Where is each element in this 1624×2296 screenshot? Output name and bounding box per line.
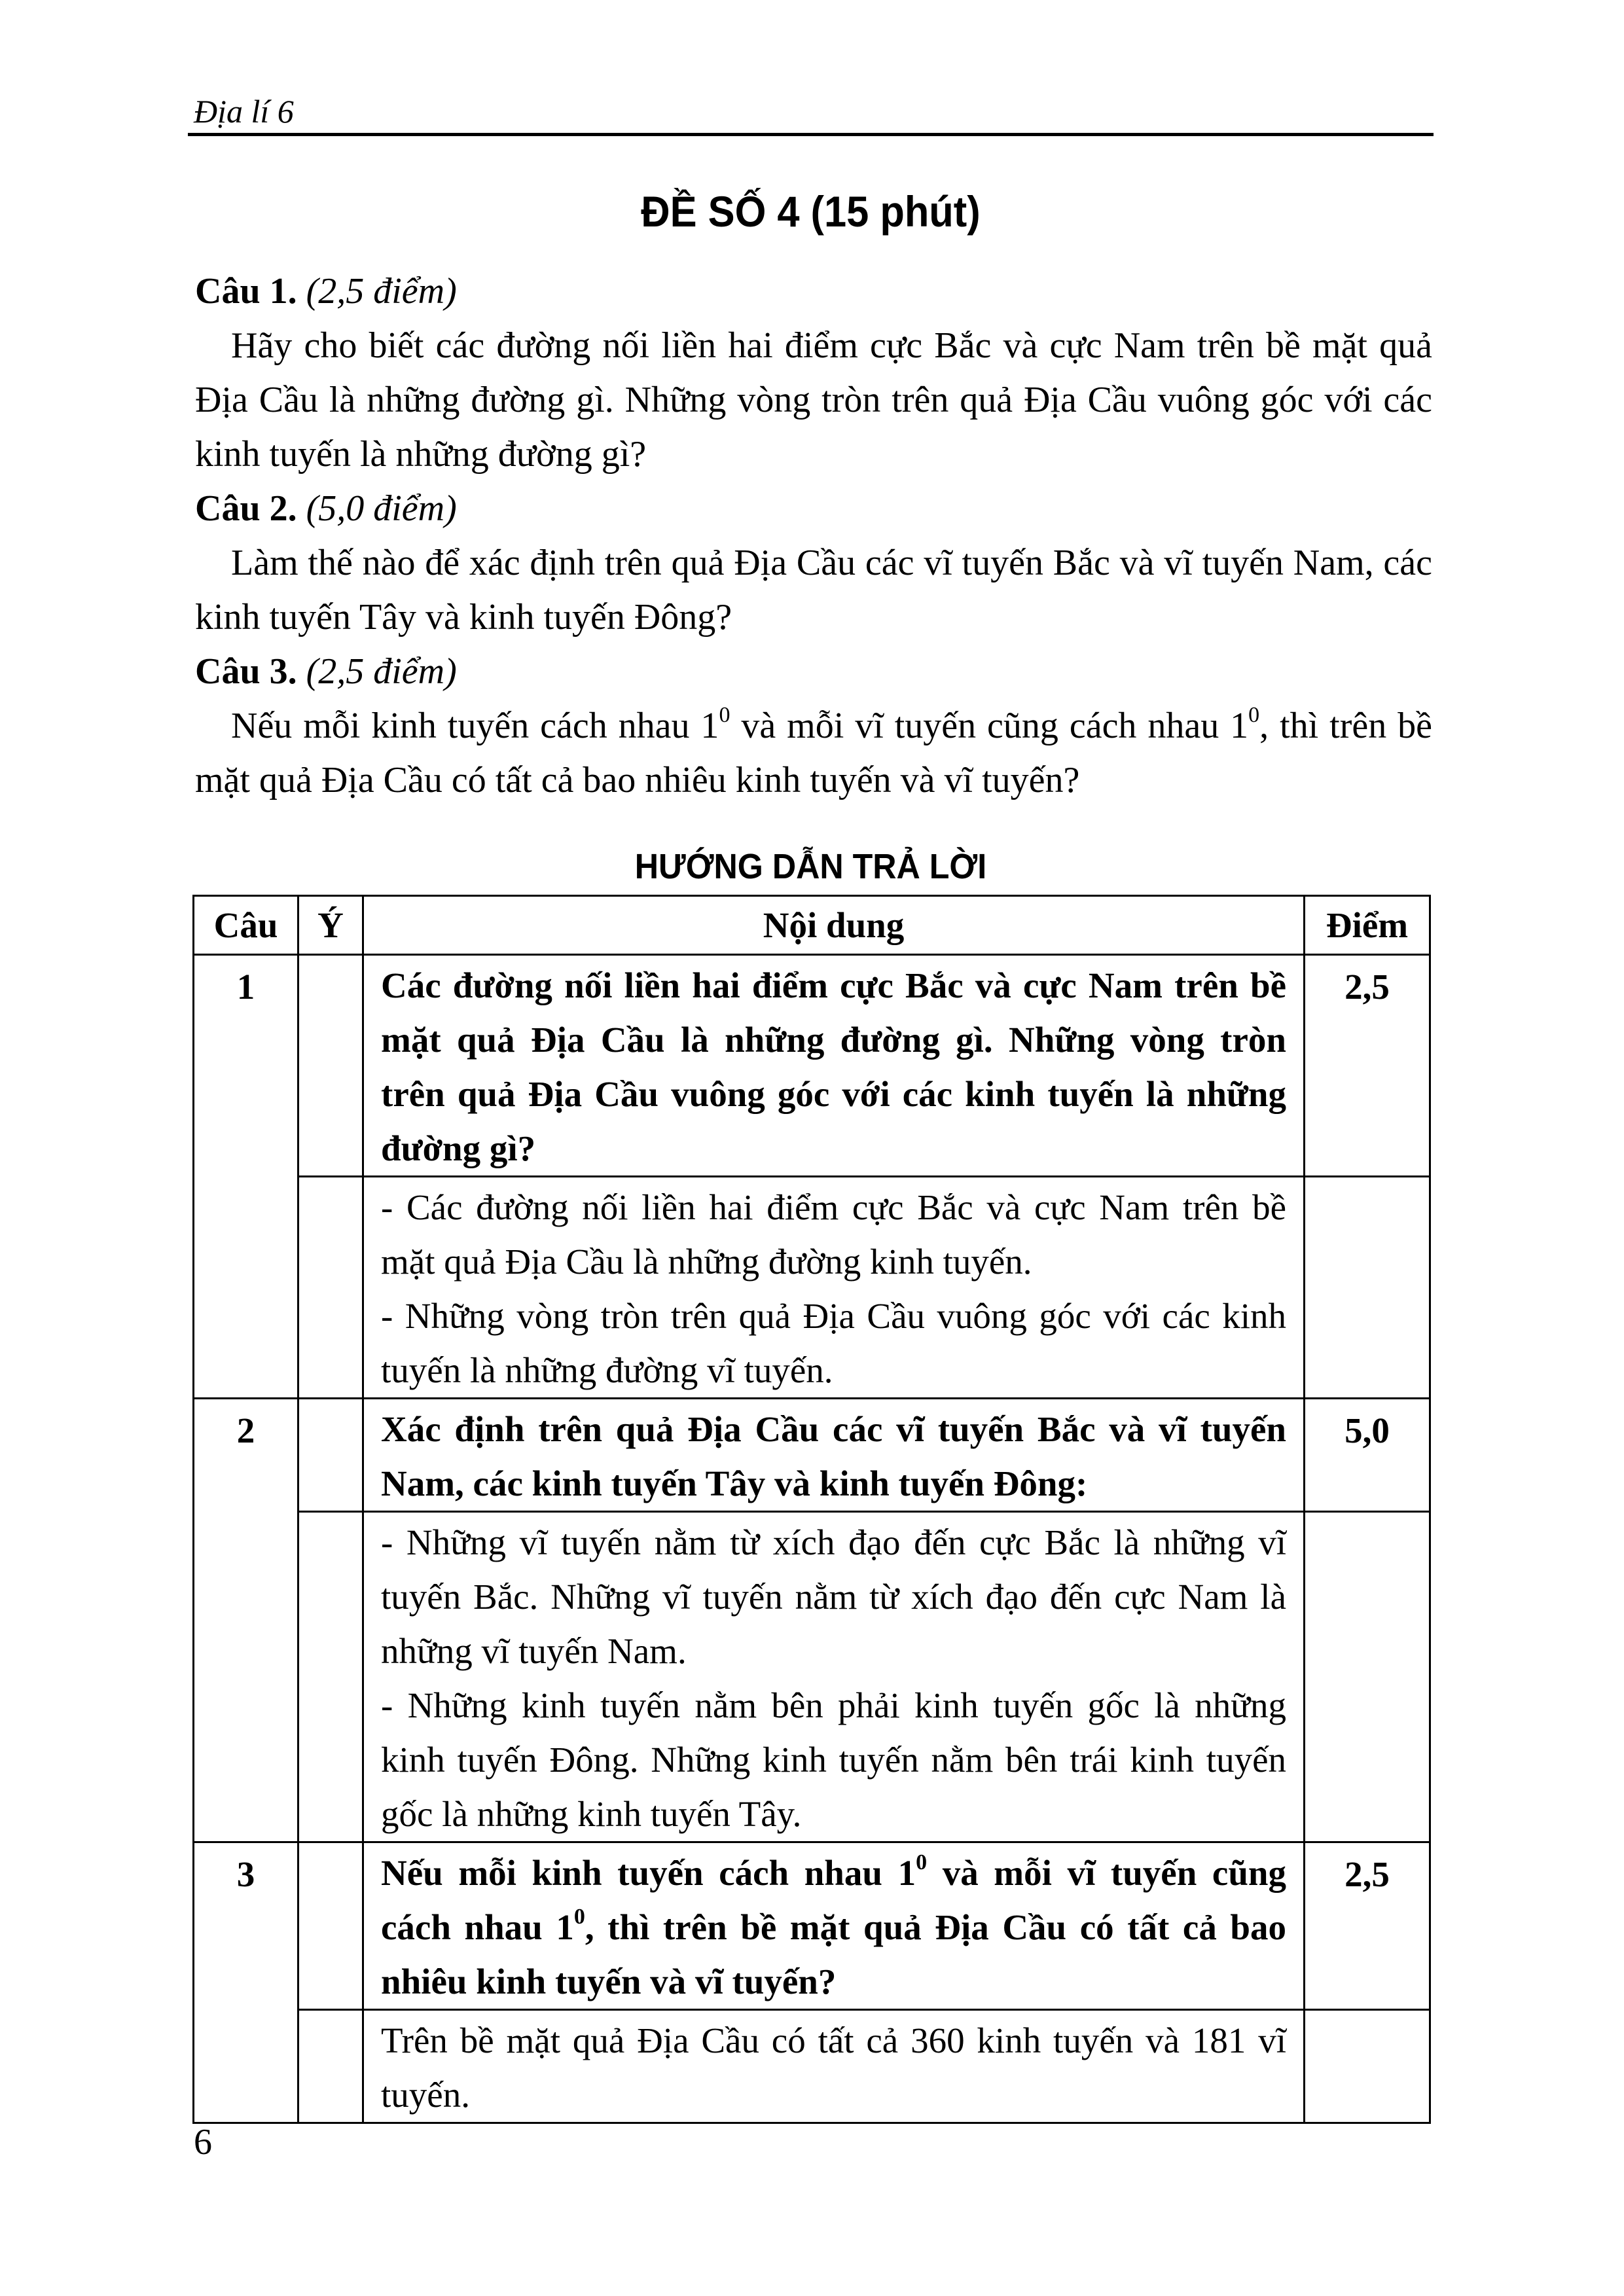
answer-table <box>192 895 1431 2124</box>
degree-superscript: 0 <box>573 1905 585 1929</box>
score-cell: 2,5 <box>1305 955 1430 1177</box>
question-points: (2,5 điểm) <box>306 271 457 312</box>
y-cell <box>298 1512 363 1842</box>
question-text-part: và mỗi vĩ tuyến cũng cách nhau 1 <box>381 1853 1286 1947</box>
degree-superscript: 0 <box>1248 703 1260 727</box>
question-heading <box>195 264 1432 319</box>
score-cell <box>1305 2010 1430 2123</box>
degree-superscript: 0 <box>719 703 731 727</box>
question-text-part: , thì trên bề mặt quả Địa Cầu có tất cả bao nhiêu kinh tuyến và vĩ tuyến? <box>381 1907 1286 2001</box>
question-label: Câu 1. <box>195 271 297 312</box>
page-title: ĐỀ SỐ 4 (15 phút) <box>641 187 981 236</box>
row-answer <box>363 1177 1305 1399</box>
degree-superscript: 0 <box>916 1850 928 1874</box>
y-cell <box>298 1177 363 1399</box>
table-row <box>194 1399 1430 1512</box>
header-rule <box>188 133 1434 136</box>
page-number: 6 <box>194 2122 212 2162</box>
question-points: (5,0 điểm) <box>306 488 457 529</box>
y-cell <box>298 1842 363 2010</box>
question-text-part: , thì trên bề mặt quả Địa Cầu có tất cả bao nhiêu kinh tuyến và vĩ tuyến? <box>195 706 1432 800</box>
header-noi-dung: Nội dung <box>363 896 1305 955</box>
answer-point: - Những kinh tuyến nằm bên phải kinh tuyến gốc là những kinh tuyến Đông. Những kinh tuyến nằm bên trái kinh tuyến gốc là những kinh tuyến Tây. <box>381 1685 1286 1834</box>
question-text: Làm thế nào để xác định trên quả Địa Cầu các vĩ tuyến Bắc và vĩ tuyến Nam, các kinh tuyến Tây và kinh tuyến Đông? <box>195 543 1432 637</box>
row-question: Các đường nối liền hai điểm cực Bắc và cực Nam trên bề mặt quả Địa Cầu là những đường gì. Những vòng tròn trên quả Địa Cầu vuông góc với các kinh tuyến là những đường gì? <box>363 955 1305 1177</box>
table-row <box>194 1512 1430 1842</box>
y-cell <box>298 1399 363 1512</box>
question-list <box>195 264 1432 808</box>
cau-number: 1 <box>194 955 298 1399</box>
table-row <box>194 1177 1430 1399</box>
question-text-part: Nếu mỗi kinh tuyến cách nhau 1 <box>381 1853 916 1893</box>
question-points: (2,5 điểm) <box>306 651 457 692</box>
answer-point: - Những vòng tròn trên quả Địa Cầu vuông góc với các kinh tuyến là những đường vĩ tuyến. <box>381 1296 1286 1390</box>
running-head: Địa lí 6 <box>194 93 294 130</box>
header-diem: Điểm <box>1305 896 1430 955</box>
question-label: Câu 3. <box>195 651 297 692</box>
question-1 <box>195 264 1432 482</box>
answer-heading: HƯỚNG DẪN TRẢ LỜI <box>634 847 987 886</box>
answer-point: - Những vĩ tuyến nằm từ xích đạo đến cực Bắc là những vĩ tuyến Bắc. Những vĩ tuyến nằm từ xích đạo đến cực Nam là những vĩ tuyến Nam. <box>381 1522 1286 1671</box>
question-text-part: Nếu mỗi kinh tuyến cách nhau 1 <box>231 706 719 746</box>
table-row <box>194 955 1430 1177</box>
score-cell <box>1305 1512 1430 1842</box>
y-cell <box>298 955 363 1177</box>
header-y: Ý <box>298 896 363 955</box>
y-cell <box>298 2010 363 2123</box>
question-3 <box>195 645 1432 808</box>
table-row <box>194 2010 1430 2123</box>
row-question: Xác định trên quả Địa Cầu các vĩ tuyến Bắc và vĩ tuyến Nam, các kinh tuyến Tây và kinh tuyến Đông: <box>363 1399 1305 1512</box>
answer-point: - Các đường nối liền hai điểm cực Bắc và cực Nam trên bề mặt quả Địa Cầu là những đường kinh tuyến. <box>381 1187 1286 1282</box>
table-header-row <box>194 896 1430 955</box>
score-cell <box>1305 1177 1430 1399</box>
cau-number: 3 <box>194 1842 298 2123</box>
question-label: Câu 2. <box>195 488 297 529</box>
question-heading <box>195 482 1432 536</box>
question-text: Hãy cho biết các đường nối liền hai điểm cực Bắc và cực Nam trên bề mặt quả Địa Cầu là những đường gì. Những vòng tròn trên quả Địa Cầu vuông góc với các kinh tuyến là những đường gì? <box>195 325 1432 475</box>
answer-point: Trên bề mặt quả Địa Cầu có tất cả 360 kinh tuyến và 181 vĩ tuyến. <box>381 2020 1286 2115</box>
question-heading <box>195 645 1432 699</box>
table-row <box>194 1842 1430 2010</box>
row-answer <box>363 2010 1305 2123</box>
question-2 <box>195 482 1432 645</box>
score-cell: 5,0 <box>1305 1399 1430 1512</box>
question-text <box>195 699 1432 808</box>
cau-number: 2 <box>194 1399 298 1842</box>
row-answer <box>363 1512 1305 1842</box>
question-text-part: và mỗi vĩ tuyến cũng cách nhau 1 <box>730 706 1249 746</box>
header-cau: Câu <box>194 896 298 955</box>
row-question <box>363 1842 1305 2010</box>
score-cell: 2,5 <box>1305 1842 1430 2010</box>
